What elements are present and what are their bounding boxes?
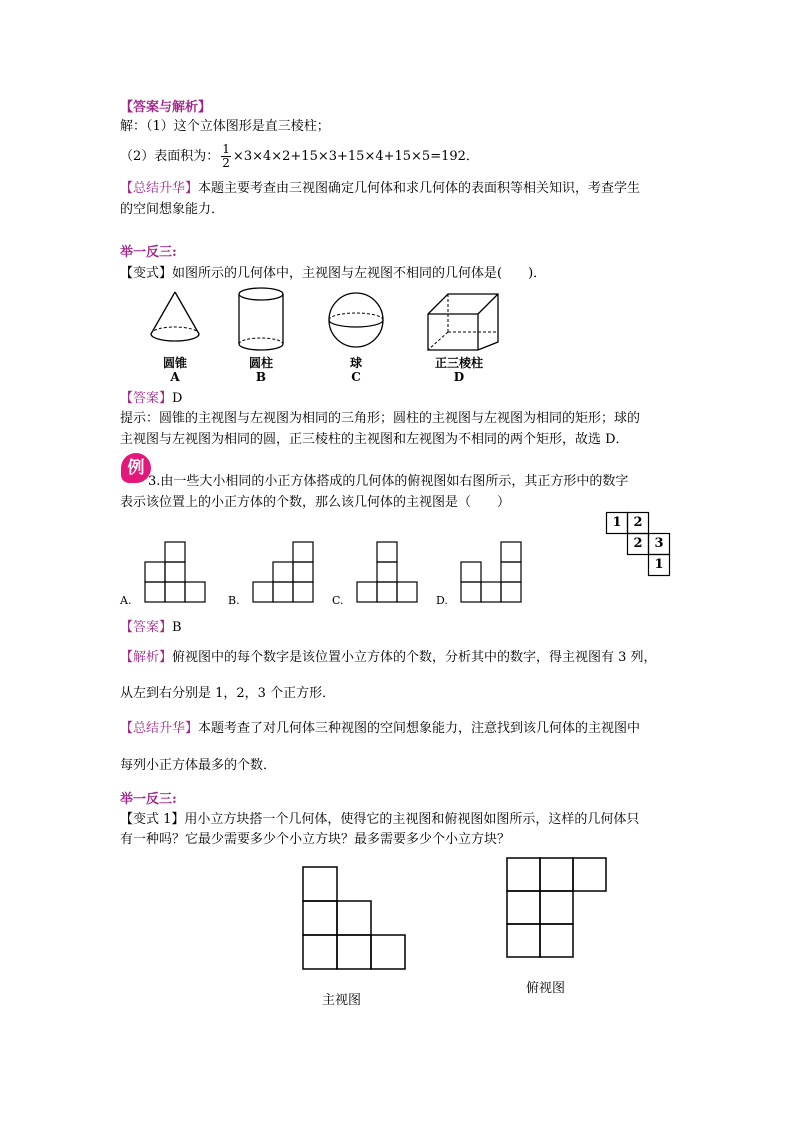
shape-letter-d: D <box>453 370 465 384</box>
option-d-label[interactable]: D. <box>436 594 448 607</box>
answer-1: 【答案】D <box>120 391 183 406</box>
example-question-line-1: 3.由一些大小相同的小正方体搭成的几何体的俯视图如右图所示，其正方形中的数字 <box>148 474 629 489</box>
top-view-label: 俯视图 <box>526 981 566 996</box>
grid-number: 3 <box>654 536 664 551</box>
practice-heading-2: 举一反三: <box>120 792 177 807</box>
option-d-figure <box>460 541 524 605</box>
practice-question-1: 【变式】如图所示的几何体中，主视图与左视图不相同的几何体是( )． <box>120 266 547 281</box>
shape-name-d: 正三棱柱 <box>434 356 483 370</box>
practice-question-2-line-1: 【变式 1】用小立方块搭一个几何体，使得它的主视图和俯视图如图所示，这样的几何体只 <box>120 812 640 827</box>
shape-letter-c: C <box>351 370 361 384</box>
practice-question-2-line-2: 有一种吗？它最少需要多少个小立方块？最多需要多少个小立方块？ <box>120 832 511 847</box>
answer-analysis-heading: 【答案与解析】 <box>120 100 212 115</box>
hint-line-2: 主视图与左视图为相同的圆，正三棱柱的主视图和左视图为不相同的两个矩形，故选 D． <box>120 432 629 447</box>
front-view-figure <box>302 866 410 974</box>
summary-2: 【总结升华】本题考查了对几何体三种视图的空间想象能力，注意找到该几何体的主视图中 <box>120 721 641 736</box>
grid-number: 2 <box>633 515 643 530</box>
shape-letter-b: B <box>255 370 267 384</box>
top-view-figure <box>506 857 610 961</box>
solution-line-2: （2）表面积为： $\frac{1}{2}$ ×3×4×2+15×3+15×4+15×5=192． <box>120 142 479 170</box>
solution-line-1: 解：（1）这个立体图形是直三棱柱； <box>120 119 330 134</box>
summary-2-cont: 每列小正方体最多的个数． <box>120 758 277 773</box>
option-c-label[interactable]: C. <box>332 594 344 607</box>
grid-number: 1 <box>612 515 622 530</box>
analysis-line-1: 【解析】俯视图中的每个数字是该位置小立方体的个数，分析其中的数字，得主视图有 3 列， <box>120 650 657 665</box>
practice-heading-1: 举一反三: <box>120 245 177 260</box>
summary-1: 【总结升华】本题主要考查由三视图确定几何体和求几何体的表面积等相关知识，考查学生 <box>120 181 641 196</box>
shape-name-a: 圆锥 <box>162 356 187 370</box>
example-badge: 例 <box>121 453 151 483</box>
shape-name-c: 球 <box>349 356 362 370</box>
summary-1-cont: 的空间想象能力． <box>120 202 225 217</box>
option-a-label[interactable]: A. <box>120 594 132 607</box>
sphere-figure <box>326 290 386 350</box>
shape-letter-a: A <box>170 370 180 384</box>
analysis-line-2: 从左到右分别是 1，2，3 个正方形． <box>120 686 336 701</box>
option-c-figure <box>356 541 420 605</box>
grid-number: 1 <box>654 557 664 572</box>
triangular-prism-figure <box>426 292 502 354</box>
option-b-label[interactable]: B. <box>228 594 240 607</box>
option-a-figure <box>144 541 208 605</box>
fraction-half: $\frac{1}{2}$ <box>222 142 230 170</box>
example-question-line-2: 表示该位置上的小正方体的个数，那么该几何体的主视图是（ ） <box>120 495 511 510</box>
grid-number: 2 <box>633 536 643 551</box>
answer-2: 【答案】B <box>120 620 182 635</box>
shape-name-b: 圆柱 <box>248 356 273 370</box>
option-b-figure <box>252 541 316 605</box>
front-view-label: 主视图 <box>322 993 362 1008</box>
hint-line-1: 提示：圆锥的主视图与左视图为相同的三角形；圆柱的主视图与左视图为相同的矩形；球的 <box>120 411 641 426</box>
cylinder-figure <box>233 286 289 354</box>
cone-figure <box>145 290 205 350</box>
